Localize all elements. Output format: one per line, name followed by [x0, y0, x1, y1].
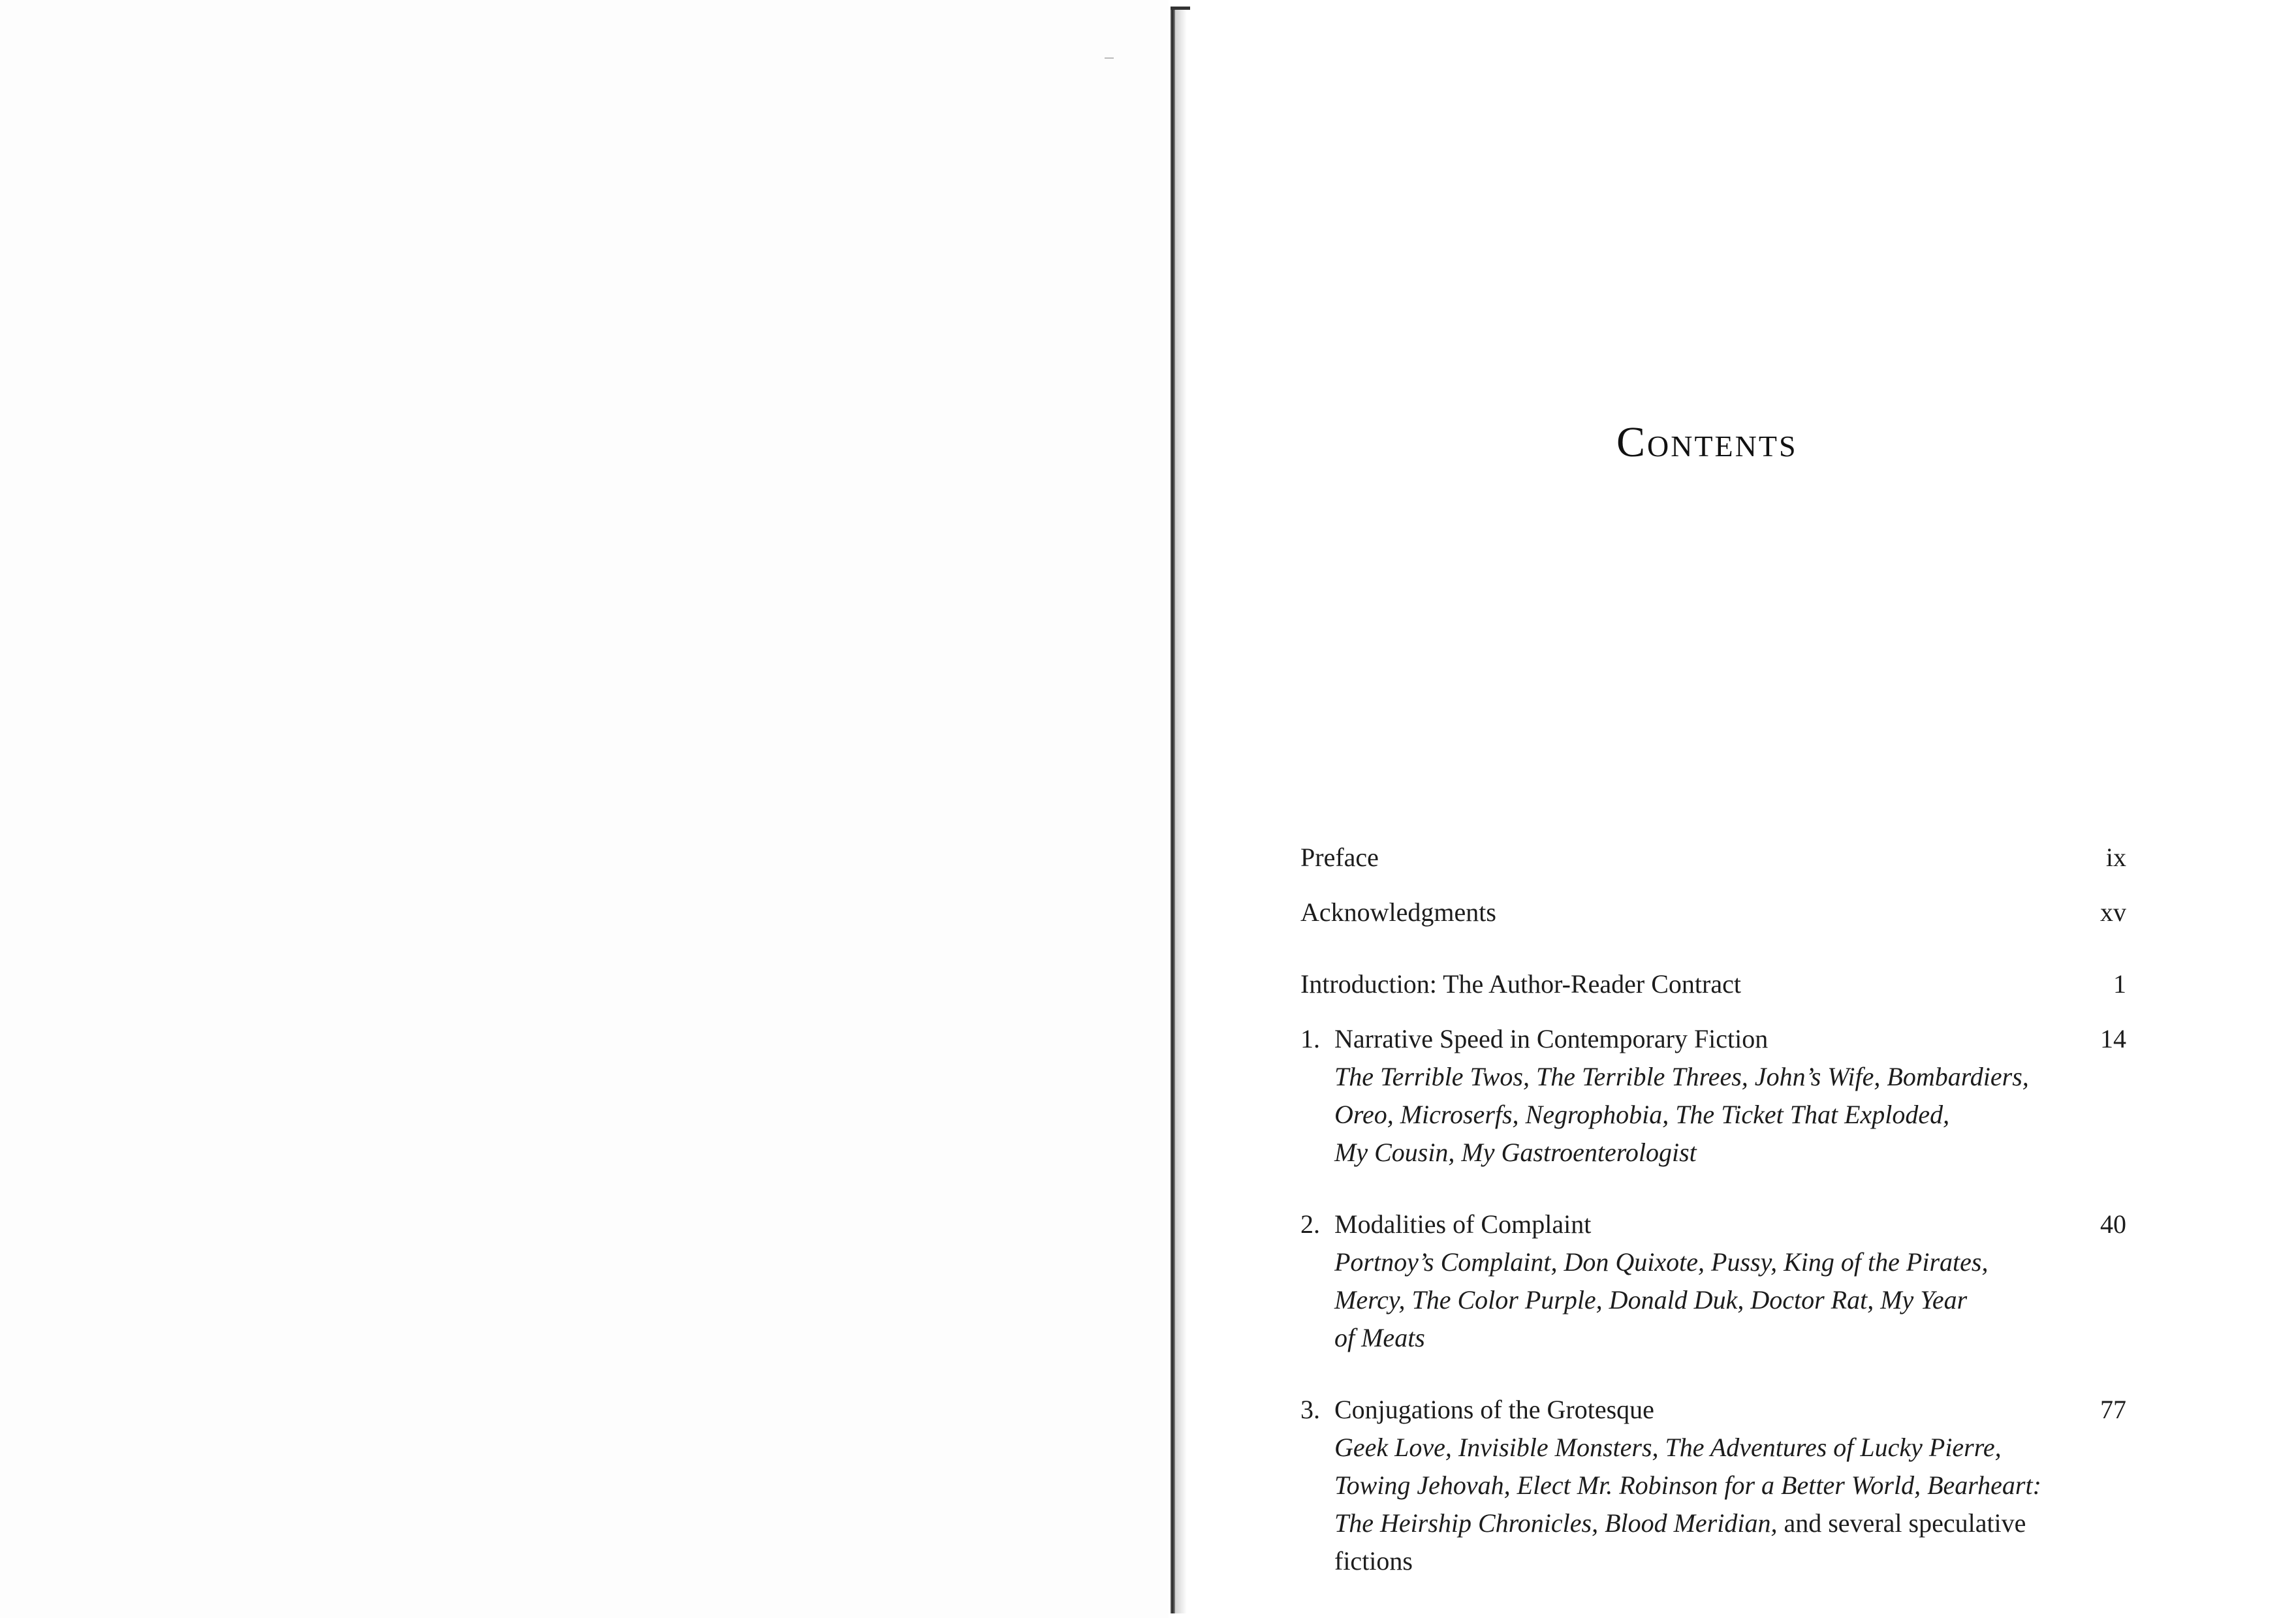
book-gutter-shadow [1175, 8, 1187, 1613]
toc-entry-acknowledgments[interactable] [1300, 894, 2126, 931]
toc-works-roman: fictions [1334, 1546, 1413, 1576]
toc-entry-title: Modalities of Complaint [1334, 1209, 1592, 1239]
toc-entry-preface[interactable] [1300, 839, 2126, 877]
toc-works-italic: of Meats [1334, 1323, 1425, 1352]
page-speck [1105, 57, 1114, 59]
toc-entry-page: xv [2100, 897, 2126, 927]
toc-entry-page: ix [2105, 843, 2126, 872]
toc-entry-chapter-3[interactable] [1300, 1391, 2126, 1580]
toc-entry-chapter-1[interactable] [1300, 1020, 2126, 1172]
toc-works-line [1300, 1467, 2126, 1504]
toc-entry-page: 14 [2100, 1024, 2126, 1053]
toc-entry-page: 40 [2100, 1209, 2126, 1239]
toc-works-italic: My Cousin, My Gastroenterologist [1334, 1138, 1697, 1167]
toc-entry-title: Preface [1300, 843, 1379, 872]
toc-entry-title: Narrative Speed in Contemporary Fiction [1334, 1024, 1769, 1053]
contents-heading: Contents [1616, 418, 1798, 466]
toc-works-line [1300, 1058, 2126, 1096]
toc-works-line [1300, 1429, 2126, 1467]
toc-works-line [1300, 1134, 2126, 1172]
toc-entry-page: 1 [2113, 969, 2126, 999]
toc-works-line [1300, 1319, 2126, 1357]
toc-entry-introduction[interactable] [1300, 965, 2126, 1003]
toc-works-line [1300, 1281, 2126, 1319]
toc-works-line [1300, 1243, 2126, 1281]
book-spine [1171, 8, 1175, 1613]
toc-chapter-number: 2. [1300, 1209, 1320, 1239]
toc-works-italic: Portnoy’s Complaint, Don Quixote, Pussy, King of the Pirates, [1334, 1247, 1989, 1277]
toc-entry-title: Introduction: The Author-Reader Contract [1300, 969, 1741, 999]
table-of-contents [1300, 839, 2126, 1580]
toc-entry-title: Conjugations of the Grotesque [1334, 1395, 1654, 1424]
toc-works-roman: and several speculative [1777, 1508, 2026, 1538]
toc-works-line [1300, 1542, 2126, 1580]
toc-chapter-number: 1. [1300, 1024, 1320, 1053]
book-spine-edge [1171, 7, 1190, 10]
toc-works-line [1300, 1504, 2126, 1542]
toc-works-italic: The Terrible Twos, The Terrible Threes, John’s Wife, Bombardiers, [1334, 1062, 2029, 1091]
toc-chapter-number: 3. [1300, 1395, 1320, 1424]
toc-works-italic: The Heirship Chronicles, Blood Meridian, [1334, 1508, 1778, 1538]
toc-entry-title: Acknowledgments [1300, 897, 1496, 927]
toc-entry-page: 77 [2100, 1395, 2126, 1424]
toc-works-italic: Towing Jehovah, Elect Mr. Robinson for a Better World, Bearheart: [1334, 1470, 2041, 1500]
toc-works-italic: Mercy, The Color Purple, Donald Duk, Doctor Rat, My Year [1334, 1285, 1968, 1315]
toc-entry-chapter-2[interactable] [1300, 1206, 2126, 1357]
toc-works-italic: Oreo, Microserfs, Negrophobia, The Ticket That Exploded, [1334, 1100, 1950, 1129]
toc-works-italic: Geek Love, Invisible Monsters, The Adventures of Lucky Pierre, [1334, 1433, 2002, 1462]
toc-works-line [1300, 1096, 2126, 1134]
